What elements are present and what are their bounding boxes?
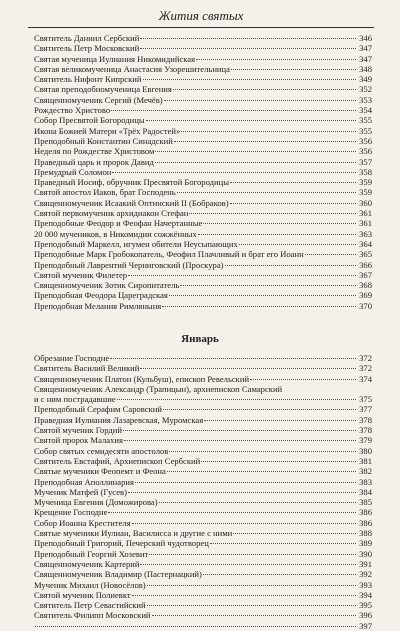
toc-entry-page: 363 bbox=[359, 228, 372, 239]
toc-entry-title: Святая великомученица Анастасия Узорешительница bbox=[34, 63, 230, 74]
dot-leader bbox=[110, 358, 356, 359]
toc-entry bbox=[34, 569, 372, 579]
toc-entry-page: 378 bbox=[359, 425, 372, 436]
toc-entry-title: Преподобная Аполлинария bbox=[34, 476, 134, 487]
toc-entry-page: 361 bbox=[359, 218, 372, 229]
dot-leader bbox=[167, 471, 356, 472]
toc-entry-page: 368 bbox=[359, 280, 372, 291]
toc-entry-page: 396 bbox=[359, 610, 372, 621]
toc-entry bbox=[34, 74, 372, 84]
toc-entry bbox=[34, 394, 372, 404]
toc-entry-title: Преподобный Константин Синадский bbox=[34, 135, 173, 146]
toc-entry bbox=[34, 425, 372, 435]
dot-leader bbox=[163, 409, 356, 410]
toc-entry bbox=[34, 270, 372, 280]
toc-entry-page: 374 bbox=[359, 373, 372, 384]
toc-entry bbox=[34, 43, 372, 53]
toc-entry bbox=[34, 187, 372, 197]
dot-leader bbox=[169, 451, 356, 452]
toc-entry-page: 352 bbox=[359, 84, 372, 95]
toc-entry-page: 386 bbox=[359, 507, 372, 518]
toc-entry-page: 380 bbox=[359, 445, 372, 456]
toc-entry bbox=[34, 518, 372, 528]
toc-entry bbox=[34, 33, 372, 43]
dot-leader bbox=[198, 234, 356, 235]
toc-entry bbox=[34, 301, 372, 311]
toc-entry-title: Святитель Нифонт Кипрский bbox=[34, 74, 142, 85]
toc-entry-title: Праведный Иосиф, обручник Пресвятой Богородицы bbox=[34, 177, 229, 188]
toc-entry bbox=[34, 497, 372, 507]
toc-entry-page: 356 bbox=[359, 135, 372, 146]
toc-entry bbox=[34, 177, 372, 187]
dot-leader bbox=[233, 533, 356, 534]
toc-entry-page: 395 bbox=[359, 600, 372, 611]
toc-entry bbox=[34, 95, 372, 105]
dot-leader bbox=[143, 79, 357, 80]
dot-leader bbox=[135, 482, 356, 483]
toc-entry-page: 391 bbox=[359, 558, 372, 569]
toc-entry bbox=[34, 353, 372, 363]
toc-entry-title: Святые мученики Феопемт и Феона bbox=[34, 466, 166, 477]
toc-entry-page: 349 bbox=[359, 74, 372, 85]
toc-entry bbox=[34, 549, 372, 559]
toc-entry bbox=[34, 229, 372, 239]
toc-entry bbox=[34, 249, 372, 259]
dot-leader bbox=[146, 120, 356, 121]
toc-entry bbox=[34, 115, 372, 125]
toc-entry-title: Преподобный Серафим Саровский bbox=[34, 404, 162, 415]
toc-entry bbox=[34, 239, 372, 249]
toc-entry bbox=[34, 208, 372, 218]
toc-entry bbox=[34, 54, 372, 64]
toc-entry-page: 369 bbox=[359, 290, 372, 301]
dot-leader bbox=[204, 420, 356, 421]
toc-entry-title: Преподобный Георгий Хозевит bbox=[34, 548, 149, 559]
toc-entry-title: Мученик Матфей (Гусев) bbox=[34, 486, 127, 497]
toc-entry-page: 377 bbox=[359, 404, 372, 415]
toc-entry bbox=[34, 290, 372, 300]
dot-leader bbox=[159, 502, 356, 503]
toc-entry-page: 367 bbox=[359, 269, 372, 280]
toc-entry-title: Крещение Господне bbox=[34, 507, 108, 518]
dot-leader bbox=[128, 492, 356, 493]
toc-entry-title: Праведный царь и пророк Давид bbox=[34, 156, 154, 167]
toc-entry bbox=[34, 559, 372, 569]
toc-entry-page: 353 bbox=[359, 94, 372, 105]
toc-entry bbox=[34, 477, 372, 487]
dot-leader bbox=[140, 48, 356, 49]
toc-entry-page: 372 bbox=[359, 363, 372, 374]
toc-entry-title: Священномученик Платон (Кульбуш), епископ Ревельский bbox=[34, 373, 250, 384]
toc-entry bbox=[34, 456, 372, 466]
toc-entry-title: Святитель Евстафий, Архиепископ Сербский bbox=[34, 455, 201, 466]
toc-entry bbox=[34, 218, 372, 228]
running-head: Жития святых bbox=[28, 8, 374, 28]
toc-entry bbox=[34, 105, 372, 115]
toc-entry-title: Святой пророк Малахия bbox=[34, 435, 123, 446]
toc-entry-page: 397 bbox=[359, 620, 372, 631]
toc-entry bbox=[34, 146, 372, 156]
dot-leader bbox=[123, 430, 356, 431]
toc-entry-page: 372 bbox=[359, 353, 372, 363]
toc-entry-page: 364 bbox=[359, 238, 372, 249]
dot-leader bbox=[173, 89, 356, 90]
toc-entry bbox=[34, 84, 372, 94]
toc-entry bbox=[34, 260, 372, 270]
toc-entry-title: Мученица Евгения (Доможирова) bbox=[34, 497, 158, 508]
toc-entry-page: 347 bbox=[359, 43, 372, 54]
toc-entry-title: Святитель Петр Севастийский bbox=[34, 600, 146, 611]
toc-entry-page: 375 bbox=[359, 394, 372, 405]
dot-leader bbox=[164, 100, 356, 101]
toc-entry-title: Преподобные Феодор и Феофан Начертанные bbox=[34, 218, 203, 229]
dot-leader bbox=[230, 203, 356, 204]
toc-entry-title: Святой мученик Полиевкт bbox=[34, 589, 131, 600]
toc-entry-page: 365 bbox=[359, 249, 372, 260]
toc-entry-title: Собор святых семидесяти апостолов bbox=[34, 445, 169, 456]
dot-leader bbox=[305, 254, 356, 255]
toc-entry-page: 386 bbox=[359, 517, 372, 528]
toc-entry-page: 378 bbox=[359, 414, 372, 425]
toc-entry-page: 382 bbox=[359, 466, 372, 477]
dot-leader bbox=[196, 59, 356, 60]
toc-entry-page: 394 bbox=[359, 589, 372, 600]
toc-entry-page: 346 bbox=[359, 33, 372, 43]
toc-entry-title: Священномученик Картерий bbox=[34, 558, 140, 569]
toc-entry-title: Неделя по Рождестве Христовом bbox=[34, 146, 155, 157]
toc-entry-page: 392 bbox=[359, 569, 372, 580]
dot-leader bbox=[124, 440, 356, 441]
toc-entry-page: 347 bbox=[359, 53, 372, 64]
toc-entry-page: 384 bbox=[359, 486, 372, 497]
toc-entry bbox=[34, 528, 372, 538]
toc-entry-page: 390 bbox=[359, 548, 372, 559]
toc-entry bbox=[34, 621, 372, 631]
dot-leader bbox=[230, 182, 356, 183]
toc-entry bbox=[34, 446, 372, 456]
toc-entry-page: 348 bbox=[359, 63, 372, 74]
toc-entry bbox=[34, 435, 372, 445]
toc-entry bbox=[34, 384, 372, 394]
toc-entry-page: 361 bbox=[359, 208, 372, 219]
toc-entry bbox=[34, 590, 372, 600]
toc-entry-title: Святой мученик Гордий bbox=[34, 425, 122, 436]
toc-entry-title: Святая мученица Иулиания Никомидийская bbox=[34, 53, 196, 64]
toc-entry-page: 359 bbox=[359, 187, 372, 198]
toc-list-january bbox=[34, 353, 372, 631]
toc-entry bbox=[34, 538, 372, 548]
toc-entry bbox=[34, 167, 372, 177]
toc-entry-page: 355 bbox=[359, 125, 372, 136]
toc-entry-title: Премудрый Соломон bbox=[34, 166, 112, 177]
dot-leader bbox=[174, 141, 356, 142]
dot-leader bbox=[155, 162, 356, 163]
toc-entry-title: Священномученик Владимир (Пастернацкий) bbox=[34, 569, 202, 580]
toc-entry bbox=[34, 64, 372, 74]
dot-leader bbox=[128, 275, 356, 276]
toc-entry-title: Преподобная Мелания Римляныня bbox=[34, 300, 162, 311]
toc-entry bbox=[34, 126, 372, 136]
toc-entry-title: Святой первомученик архидиакон Стефан bbox=[34, 208, 189, 219]
toc-entry-page: 355 bbox=[359, 115, 372, 126]
toc-entry bbox=[34, 198, 372, 208]
toc-entry-title: и с ним пострадавшие bbox=[34, 394, 116, 405]
toc-entry bbox=[34, 136, 372, 146]
toc-entry-title: Святой апостол Иаков, брат Господень bbox=[34, 187, 176, 198]
toc-entry-title: Преподобный Маркелл, игумен обители Неусыпающих bbox=[34, 238, 238, 249]
toc-entry-page: 383 bbox=[359, 476, 372, 487]
toc-entry-page: 370 bbox=[359, 300, 372, 311]
toc-entry-title: Святые мученики Иулиан, Василисса и другие с ними bbox=[34, 528, 233, 539]
dot-leader bbox=[203, 574, 356, 575]
dot-leader bbox=[149, 554, 356, 555]
toc-entry bbox=[34, 466, 372, 476]
dot-leader bbox=[203, 223, 356, 224]
toc-entry-page: 359 bbox=[359, 177, 372, 188]
toc-entry-title: Преподобная Феодора Цареградская bbox=[34, 290, 168, 301]
toc-entry-title: Святитель Василий Великий bbox=[34, 363, 140, 374]
toc-entry bbox=[34, 600, 372, 610]
dot-leader bbox=[225, 265, 357, 266]
toc-entry bbox=[34, 487, 372, 497]
toc-entry-page: 381 bbox=[359, 455, 372, 466]
toc-entry-title: 20 000 мучеников, в Никомидии сожжённых bbox=[34, 228, 197, 239]
dot-leader bbox=[152, 615, 356, 616]
toc-entry-title: Святитель Даниил Сербский bbox=[34, 33, 140, 43]
toc-entry-title: Рождество Христово bbox=[34, 105, 111, 116]
toc-entry-title: Святая преподобномученица Евгения bbox=[34, 84, 172, 95]
toc-entry-title: Собор Пресвятой Богородицы bbox=[34, 115, 145, 126]
dot-leader bbox=[132, 595, 356, 596]
toc-entry bbox=[34, 280, 372, 290]
toc-entry-title: Преподобные Марк Гробокопатель, Феофил Плачливый и брат его Иоанн bbox=[34, 249, 304, 260]
toc-entry-title: Праведная Иулиания Лазаревская, Муромская bbox=[34, 414, 204, 425]
dot-leader bbox=[180, 285, 356, 286]
toc-entry-title: Священномученик Зотик Сиропитатель bbox=[34, 280, 180, 291]
dot-leader bbox=[155, 151, 356, 152]
toc-entry-title: Святитель Филипп Московский bbox=[34, 610, 151, 621]
toc-entry bbox=[34, 157, 372, 167]
toc-entry-page: 358 bbox=[359, 166, 372, 177]
dot-leader bbox=[147, 585, 356, 586]
dot-leader bbox=[181, 131, 356, 132]
toc-entry-title: Священномученик Александр (Трапицын), архиепископ Самарский bbox=[34, 383, 283, 394]
section-title: Январь bbox=[181, 333, 219, 345]
dot-leader bbox=[140, 38, 356, 39]
toc-entry bbox=[34, 404, 372, 414]
toc-entry bbox=[34, 363, 372, 373]
dot-leader bbox=[250, 379, 356, 380]
toc-entry bbox=[34, 374, 372, 384]
toc-entry-page: 354 bbox=[359, 105, 372, 116]
toc-entry-title: Священномученик Сергий (Мечёв) bbox=[34, 94, 163, 105]
toc-entry-page: 393 bbox=[359, 579, 372, 590]
dot-leader bbox=[177, 192, 356, 193]
dot-leader bbox=[140, 564, 356, 565]
toc-entry-title: Собор Иоанна Крестителя bbox=[34, 517, 131, 528]
toc-entry-title: Мученик Михаил (Новосёлов) bbox=[34, 579, 146, 590]
toc-entry-page: 388 bbox=[359, 528, 372, 539]
toc-entry-title: Священномученик Исаакий Оптинский II (Бобраков) bbox=[34, 197, 229, 208]
dot-leader bbox=[162, 306, 356, 307]
toc-entry-page: 379 bbox=[359, 435, 372, 446]
toc-entry-title: Преподобный Лаврентий Черниговский (Проскура) bbox=[34, 259, 224, 270]
toc-entry-page: 389 bbox=[359, 538, 372, 549]
dot-leader bbox=[132, 523, 356, 524]
toc-entry-title: Святитель Петр Московский bbox=[34, 43, 140, 54]
toc-entry-title: Обрезание Господне bbox=[34, 353, 110, 363]
toc-entry-page: 360 bbox=[359, 197, 372, 208]
toc-entry-page: 356 bbox=[359, 146, 372, 157]
dot-leader bbox=[112, 172, 356, 173]
dot-leader bbox=[201, 461, 356, 462]
dot-leader bbox=[210, 543, 356, 544]
toc-entry bbox=[34, 580, 372, 590]
dot-leader bbox=[189, 213, 356, 214]
dot-leader bbox=[117, 399, 356, 400]
toc-entry-title: Святой мученик Филетер bbox=[34, 269, 128, 280]
dot-leader bbox=[111, 110, 356, 111]
dot-leader bbox=[108, 512, 356, 513]
dot-leader bbox=[231, 69, 356, 70]
dot-leader bbox=[169, 295, 356, 296]
toc-list-december bbox=[34, 33, 372, 311]
toc-entry-page: 366 bbox=[359, 259, 372, 270]
toc-entry-title: Икона Божией Матери «Трёх Радостей» bbox=[34, 125, 181, 136]
toc-entry-title: Преподобный Григорий, Печерский чудотворец bbox=[34, 538, 209, 549]
toc-entry bbox=[34, 507, 372, 517]
dot-leader bbox=[147, 605, 356, 606]
toc-entry-page: 357 bbox=[359, 156, 372, 167]
dot-leader bbox=[140, 368, 356, 369]
dot-leader bbox=[239, 244, 356, 245]
dot-leader bbox=[35, 626, 356, 627]
toc-entry bbox=[34, 415, 372, 425]
toc-entry-page: 385 bbox=[359, 497, 372, 508]
